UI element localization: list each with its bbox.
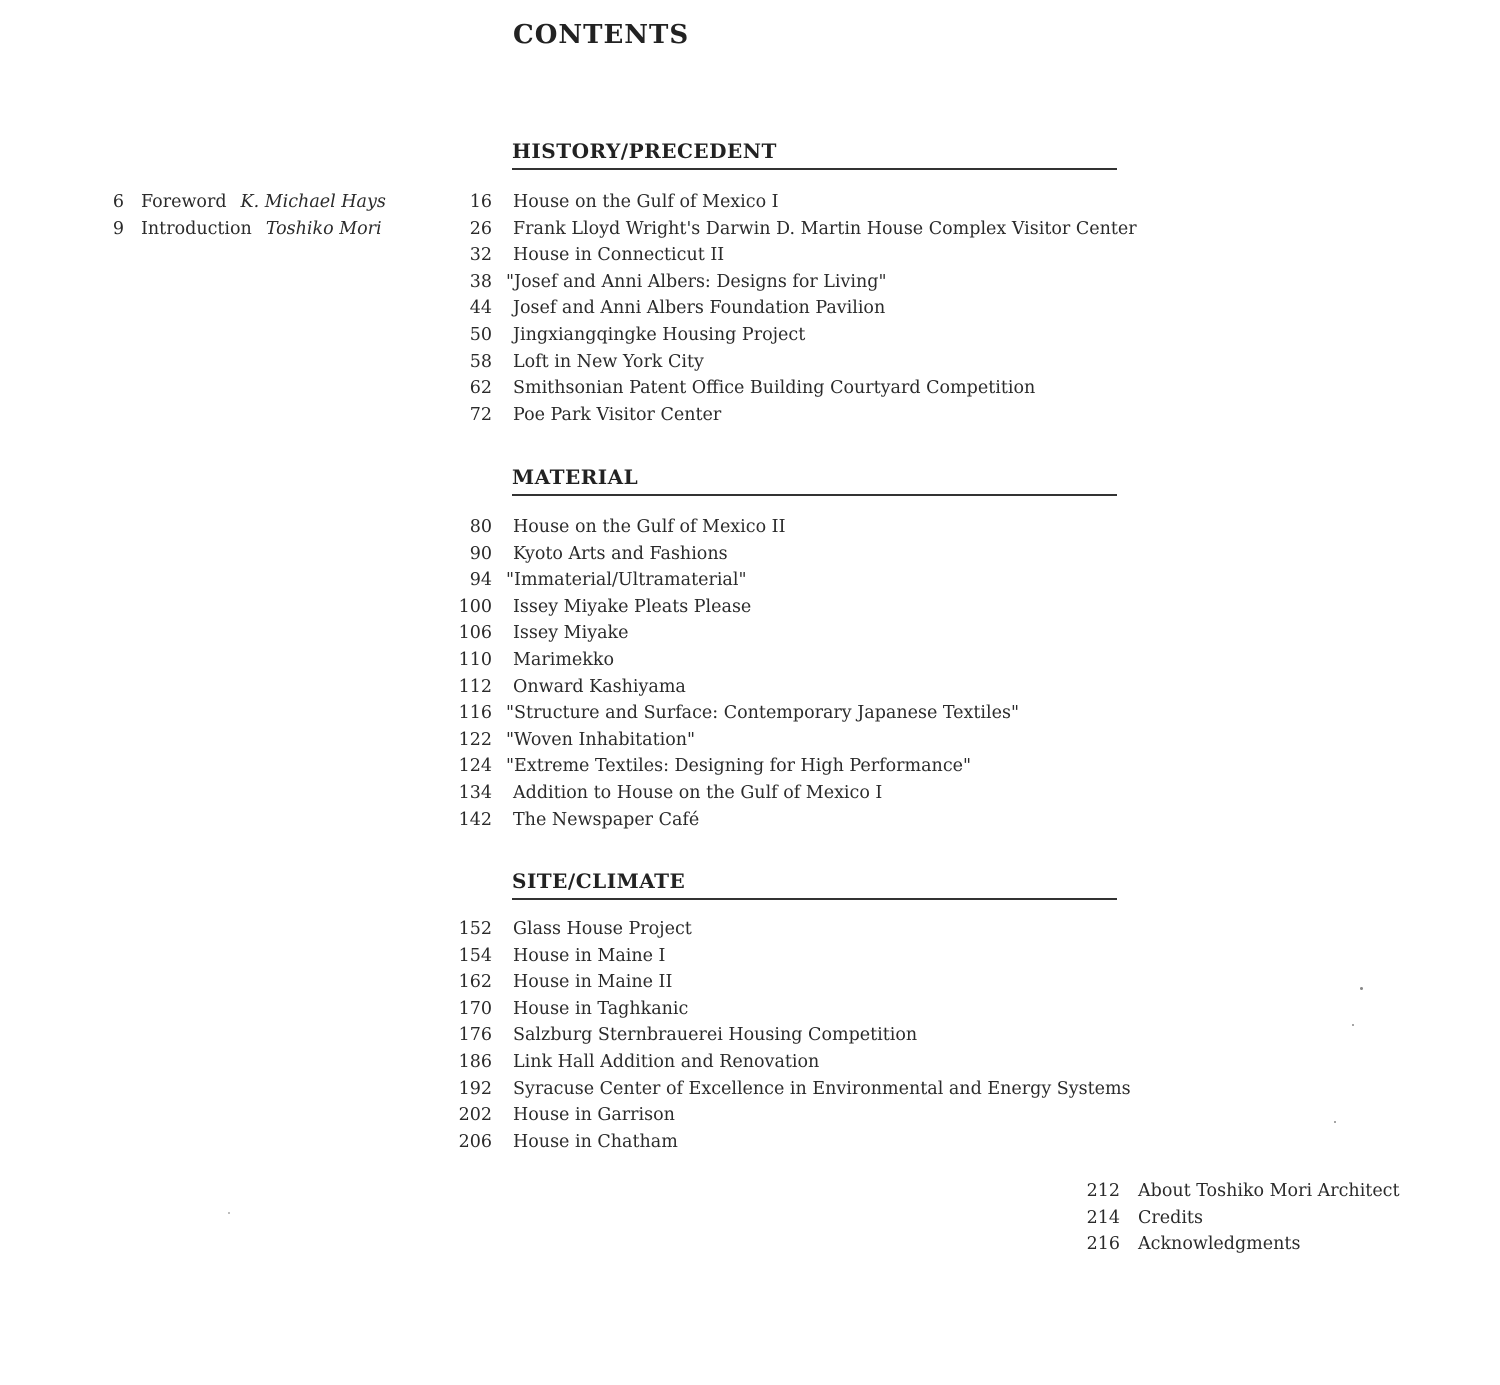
entry-title: Issey Miyake [513,623,629,644]
entry-title: Addition to House on the Gulf of Mexico I [513,782,883,803]
page-number: 134 [458,782,492,803]
toc-entry[interactable] [440,349,1160,376]
page-number: 216 [1086,1234,1120,1255]
toc-entry[interactable] [440,753,1160,780]
scan-speck [228,1212,230,1214]
entry-title: "Extreme Textiles: Designing for High Performance" [506,756,972,777]
toc-entry[interactable] [440,375,1160,402]
toc-entry[interactable] [440,1022,1160,1049]
toc-entry[interactable] [440,216,1160,243]
page-number: 152 [458,919,492,939]
toc-entry[interactable] [440,322,1160,349]
entry-title: Josef and Anni Albers Foundation Pavilion [513,298,886,319]
entry-title: "Structure and Surface: Contemporary Japanese Textiles" [506,703,1020,724]
toc-entry[interactable] [440,1129,1160,1156]
page-number: 154 [458,945,492,966]
entry-title: Foreword [141,192,227,212]
entry-title: The Newspaper Café [513,809,700,830]
section-title: MATERIAL [512,465,1117,496]
toc-entry[interactable] [440,969,1160,996]
toc-entry[interactable] [440,996,1160,1023]
entry-title: House in Taghkanic [513,998,689,1019]
entry-title: House on the Gulf of Mexico I [513,192,779,212]
toc-entry[interactable] [440,727,1160,754]
entry-title: Onward Kashiyama [513,676,686,697]
entry-title: House in Connecticut II [513,245,725,266]
entry-title: House on the Gulf of Mexico II [513,517,786,537]
page-number: 100 [458,596,492,617]
page-number: 80 [469,517,492,537]
scan-speck [1360,987,1363,990]
entry-title: Salzburg Sternbrauerei Housing Competition [513,1025,918,1046]
entry-title: House in Maine II [513,972,673,993]
toc-entry[interactable] [440,807,1160,834]
page-number: 44 [469,298,492,319]
entry-title: House in Garrison [513,1105,675,1126]
entry-title: Introduction [141,218,252,239]
entry-title: Smithsonian Patent Office Building Courtyard Competition [513,378,1036,399]
page-number: 106 [458,623,492,644]
entry-title: "Immaterial/Ultramaterial" [506,570,747,591]
entry-title: Kyoto Arts and Fashions [513,543,728,564]
toc-entry[interactable] [440,295,1160,322]
toc-entry[interactable] [440,943,1160,970]
page-number: 206 [458,1131,492,1152]
page-number: 124 [458,756,492,777]
entry-title: Frank Lloyd Wright's Darwin D. Martin House Complex Visitor Center [513,218,1137,239]
entry-title: House in Chatham [513,1131,678,1152]
page-number: 186 [458,1051,492,1072]
page-number: 58 [469,351,492,372]
toc-entry[interactable] [440,620,1160,647]
page-number: 72 [469,404,492,425]
toc-entry[interactable] [440,1049,1160,1076]
scan-speck [1334,1121,1336,1123]
toc-entry[interactable] [440,1102,1160,1129]
entry-author: K. Michael Hays [240,192,386,212]
section-entries-site-climate [440,916,1160,1155]
toc-entry[interactable] [440,567,1160,594]
page-number: 122 [458,729,492,750]
toc-entry[interactable] [440,269,1160,296]
toc-entry[interactable] [440,780,1160,807]
page-number: 176 [458,1025,492,1046]
entry-title: Marimekko [513,649,615,670]
toc-entry[interactable] [440,402,1160,429]
toc-entry[interactable] [440,514,1160,541]
page-number: 62 [469,378,492,399]
section-header-site-climate [512,869,1117,900]
entry-title: Poe Park Visitor Center [513,404,722,425]
page-number: 32 [469,245,492,266]
page-number: 6 [112,192,124,212]
page-number: 202 [458,1105,492,1126]
entry-title: House in Maine I [513,945,666,966]
page-number: 9 [112,218,124,239]
entry-author: Toshiko Mori [265,218,382,239]
entry-title: Acknowledgments [1138,1234,1301,1255]
page-number: 50 [469,324,492,345]
page-number: 170 [458,998,492,1019]
entry-title: About Toshiko Mori Architect [1138,1181,1400,1201]
entry-title: Syracuse Center of Excellence in Environmental and Energy Systems [513,1078,1131,1099]
toc-entry[interactable] [440,674,1160,701]
page-number: 90 [469,543,492,564]
page-number: 94 [469,570,492,591]
entry-title: Link Hall Addition and Renovation [513,1051,820,1072]
section-header-history-precedent [512,139,1117,170]
toc-entry[interactable] [440,541,1160,568]
section-title: HISTORY/PRECEDENT [512,139,1117,170]
toc-entry[interactable] [440,189,1160,216]
entry-title: Credits [1138,1207,1203,1228]
entry-title: Issey Miyake Pleats Please [513,596,752,617]
toc-entry[interactable] [440,242,1160,269]
page-number: 212 [1086,1181,1120,1201]
entry-title: "Woven Inhabitation" [506,729,696,750]
page-number: 162 [458,972,492,993]
page-number: 116 [458,703,492,724]
entry-title: Loft in New York City [513,351,704,372]
scan-speck [1352,1024,1354,1026]
toc-entry[interactable] [440,700,1160,727]
page-number: 142 [458,809,492,830]
page-number: 112 [458,676,492,697]
page-number: 16 [469,192,492,212]
page-number: 38 [469,271,492,292]
page-title: CONTENTS [513,20,690,50]
section-entries-material [440,514,1160,833]
toc-entry[interactable] [440,594,1160,621]
entry-title: Glass House Project [513,919,692,939]
page-number: 110 [458,649,492,670]
section-entries-history-precedent [440,189,1160,428]
page-number: 26 [469,218,492,239]
entry-title: "Josef and Anni Albers: Designs for Living" [506,271,887,292]
page-number: 214 [1086,1207,1120,1228]
section-title: SITE/CLIMATE [512,869,1117,900]
toc-entry[interactable] [440,647,1160,674]
toc-entry[interactable] [440,916,1160,943]
toc-entry[interactable] [440,1076,1160,1103]
section-header-material [512,465,1117,496]
entry-title: Jingxiangqingke Housing Project [513,324,806,345]
page-number: 192 [458,1078,492,1099]
